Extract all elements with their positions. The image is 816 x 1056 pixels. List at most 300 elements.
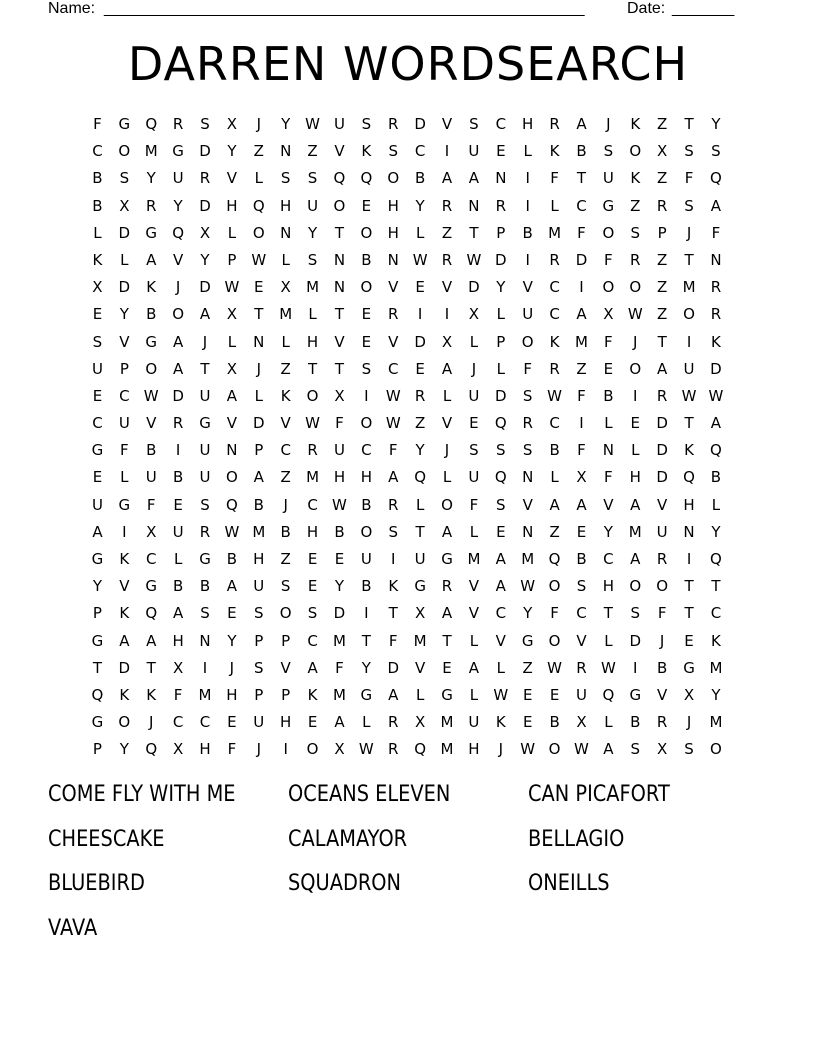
grid-cell: V: [146, 414, 157, 433]
grid-cell: T: [684, 604, 694, 623]
grid-cell: S: [711, 142, 721, 161]
grid-cell: D: [118, 658, 131, 677]
grid-cell: A: [495, 550, 506, 568]
grid-cell: U: [468, 142, 480, 161]
grid-cell: H: [306, 332, 319, 351]
grid-cell: H: [683, 495, 695, 514]
grid-cell: Y: [496, 278, 506, 297]
grid-cell: E: [92, 305, 103, 324]
grid-cell: R: [495, 196, 507, 215]
grid-cell: L: [550, 468, 559, 487]
grid-cell: U: [414, 550, 426, 568]
grid-cell: R: [549, 115, 560, 133]
grid-cell: C: [361, 441, 372, 460]
grid-cell: P: [281, 685, 291, 704]
grid-cell: H: [172, 631, 184, 650]
grid-cell: F: [604, 332, 613, 351]
grid-cell: S: [684, 142, 694, 161]
date-blank-line[interactable]: _______: [672, 0, 735, 17]
grid-cell: H: [280, 196, 292, 215]
grid-cell: O: [360, 223, 373, 242]
grid-cell: O: [656, 577, 669, 596]
grid-cell: B: [549, 713, 560, 732]
grid-cell: X: [414, 713, 426, 732]
grid-cell: O: [306, 386, 319, 405]
grid-cell: G: [145, 332, 158, 351]
grid-cell: Q: [494, 468, 507, 487]
grid-cell: N: [199, 631, 211, 650]
grid-cell: S: [307, 169, 318, 188]
grid-cell: B: [226, 550, 238, 568]
grid-cell: W: [547, 386, 562, 405]
grid-cell: S: [280, 169, 291, 188]
grid-cell: S: [361, 115, 372, 133]
grid-row: [84, 682, 729, 709]
grid-cell: U: [118, 414, 130, 433]
grid-cell: Y: [92, 577, 103, 596]
grid-cell: N: [333, 250, 346, 269]
grid-cell: B: [549, 441, 560, 460]
grid-cell: V: [522, 278, 533, 297]
grid-cell: G: [602, 196, 615, 215]
grid-cell: B: [657, 658, 668, 677]
grid-cell: E: [361, 332, 372, 351]
grid-cell: R: [388, 713, 399, 732]
grid-cell: V: [280, 658, 291, 677]
grid-cell: J: [444, 441, 450, 460]
grid-cell: W: [547, 658, 562, 677]
grid-cell: Y: [281, 115, 291, 133]
grid-cell: T: [684, 115, 694, 133]
grid-cell: A: [441, 522, 453, 541]
grid-cell: P: [254, 685, 264, 704]
grid-cell: O: [521, 332, 534, 351]
grid-cell: U: [468, 386, 480, 405]
grid-cell: Q: [145, 115, 158, 133]
grid-cell: Q: [710, 169, 722, 188]
grid-cell: I: [525, 169, 530, 188]
grid-cell: X: [172, 740, 184, 759]
grid-cell: E: [415, 359, 425, 378]
grid-cell: V: [495, 631, 506, 650]
grid-cell: C: [307, 631, 318, 650]
grid-cell: D: [656, 468, 668, 487]
grid-cell: M: [709, 658, 723, 677]
grid-cell: G: [199, 550, 211, 568]
grid-cell: M: [198, 685, 212, 704]
grid-cell: E: [227, 604, 237, 623]
grid-cell: X: [576, 468, 587, 487]
grid-cell: D: [199, 278, 211, 297]
grid-cell: R: [172, 414, 184, 433]
grid-cell: R: [388, 495, 399, 514]
grid-cell: S: [200, 604, 210, 623]
grid-cell: P: [254, 441, 264, 460]
grid-cell: O: [602, 223, 615, 242]
grid-cell: Z: [576, 359, 587, 378]
grid-cell: J: [659, 631, 665, 650]
grid-cell: B: [253, 495, 264, 514]
grid-row: [84, 546, 729, 573]
grid-cell: A: [657, 359, 668, 378]
grid-cell: W: [224, 278, 240, 297]
grid-cell: G: [172, 142, 184, 161]
grid-cell: B: [361, 250, 372, 269]
grid-cell: O: [441, 495, 453, 514]
grid-cell: A: [576, 495, 587, 514]
grid-cell: T: [334, 305, 345, 324]
word-list-item: CAN PICAFORT: [528, 782, 670, 807]
grid-cell: L: [496, 359, 505, 378]
grid-cell: L: [496, 658, 505, 677]
grid-cell: Y: [146, 169, 156, 188]
grid-cell: C: [92, 142, 103, 161]
grid-cell: B: [146, 305, 157, 324]
grid-cell: U: [253, 713, 265, 732]
grid-row: [84, 301, 729, 328]
grid-row: [84, 111, 729, 138]
grid-cell: N: [280, 142, 292, 161]
grid-cell: T: [684, 577, 694, 596]
grid-cell: L: [469, 685, 479, 704]
grid-cell: E: [576, 522, 587, 541]
grid-cell: W: [305, 414, 320, 433]
grid-cell: D: [199, 142, 211, 161]
grid-cell: O: [548, 577, 561, 596]
grid-cell: F: [577, 223, 586, 242]
grid-cell: R: [307, 441, 318, 460]
grid-cell: B: [576, 142, 587, 161]
grid-cell: K: [711, 631, 721, 650]
grid-cell: S: [254, 604, 264, 623]
grid-cell: K: [92, 250, 103, 269]
grid-cell: F: [604, 250, 613, 269]
grid-cell: K: [388, 577, 399, 596]
name-blank-line[interactable]: ______________________________________________________: [104, 0, 585, 17]
grid-cell: L: [496, 305, 505, 324]
grid-cell: S: [200, 495, 210, 514]
grid-cell: B: [92, 169, 103, 188]
grid-cell: Y: [173, 196, 183, 215]
grid-cell: T: [361, 631, 371, 650]
grid-cell: W: [493, 685, 509, 704]
grid-cell: S: [522, 386, 533, 405]
grid-cell: J: [686, 223, 692, 242]
grid-cell: Z: [414, 414, 426, 433]
grid-cell: I: [417, 305, 423, 324]
grid-cell: R: [388, 115, 399, 133]
grid-cell: C: [199, 713, 211, 732]
grid-cell: F: [711, 223, 721, 242]
grid-cell: V: [441, 414, 453, 433]
grid-cell: Z: [307, 142, 318, 161]
grid-cell: H: [306, 522, 319, 541]
word-list-row: [48, 912, 768, 957]
grid-cell: V: [415, 658, 426, 677]
grid-cell: K: [361, 142, 372, 161]
grid-cell: A: [119, 631, 130, 650]
grid-cell: P: [119, 359, 129, 378]
grid-cell: S: [361, 359, 372, 378]
grid-cell: C: [92, 414, 103, 433]
grid-cell: G: [91, 550, 104, 568]
grid-cell: Z: [280, 468, 291, 487]
grid-cell: I: [175, 441, 181, 460]
grid-cell: U: [468, 713, 480, 732]
grid-cell: W: [332, 495, 347, 514]
grid-cell: S: [496, 441, 506, 460]
grid-cell: Z: [522, 658, 533, 677]
grid-cell: M: [628, 522, 642, 541]
grid-cell: A: [226, 577, 238, 596]
grid-cell: A: [388, 468, 399, 487]
grid-cell: C: [145, 550, 157, 568]
grid-cell: Q: [145, 740, 158, 759]
name-label: Name:: [48, 0, 96, 17]
grid-cell: H: [387, 196, 399, 215]
grid-cell: W: [708, 386, 724, 405]
grid-cell: M: [306, 468, 320, 487]
grid-cell: W: [358, 740, 374, 759]
grid-cell: N: [495, 169, 507, 188]
word-list-row: [48, 867, 768, 912]
grid-row: [84, 410, 729, 437]
grid-cell: V: [172, 250, 184, 269]
grid-cell: J: [202, 332, 208, 351]
grid-cell: O: [360, 522, 373, 541]
grid-cell: E: [334, 550, 345, 568]
grid-cell: A: [172, 359, 184, 378]
grid-row: [84, 492, 729, 519]
grid-cell: B: [361, 495, 372, 514]
grid-cell: D: [629, 631, 642, 650]
grid-cell: O: [306, 740, 319, 759]
grid-cell: S: [388, 522, 398, 541]
grid-cell: S: [576, 577, 587, 596]
grid-cell: H: [199, 740, 211, 759]
grid-cell: F: [388, 441, 398, 460]
grid-cell: H: [226, 196, 238, 215]
grid-cell: P: [657, 223, 667, 242]
grid-cell: D: [710, 359, 722, 378]
grid-cell: F: [173, 685, 183, 704]
grid-cell: S: [280, 577, 291, 596]
grid-cell: O: [360, 278, 373, 297]
word-list-item: OCEANS ELEVEN: [288, 782, 451, 807]
grid-cell: U: [253, 577, 265, 596]
grid-cell: E: [92, 468, 103, 487]
grid-cell: J: [471, 359, 477, 378]
grid-cell: S: [469, 115, 479, 133]
grid-cell: M: [252, 522, 266, 541]
grid-cell: S: [307, 604, 318, 623]
grid-cell: Q: [91, 685, 104, 704]
grid-cell: G: [91, 631, 104, 650]
grid-cell: P: [227, 250, 237, 269]
grid-cell: Z: [549, 522, 560, 541]
grid-cell: F: [93, 115, 102, 133]
grid-cell: K: [119, 685, 130, 704]
grid-cell: O: [629, 278, 642, 297]
grid-cell: E: [307, 713, 318, 732]
grid-cell: A: [253, 468, 264, 487]
grid-cell: D: [656, 414, 668, 433]
grid-cell: B: [576, 550, 587, 568]
grid-cell: A: [172, 604, 184, 623]
grid-cell: G: [441, 550, 453, 568]
grid-cell: A: [146, 250, 157, 269]
grid-cell: G: [199, 414, 211, 433]
grid-cell: Y: [523, 604, 533, 623]
grid-cell: Q: [172, 223, 185, 242]
grid-row: [84, 709, 729, 736]
grid-cell: K: [119, 604, 130, 623]
grid-cell: E: [227, 713, 237, 732]
grid-cell: M: [440, 713, 454, 732]
grid-cell: O: [360, 414, 373, 433]
grid-cell: L: [550, 196, 559, 215]
grid-cell: P: [281, 631, 291, 650]
grid-cell: F: [684, 169, 694, 188]
grid-cell: J: [256, 740, 261, 759]
grid-cell: C: [549, 414, 560, 433]
grid-cell: E: [361, 305, 372, 324]
grid-cell: W: [574, 740, 589, 759]
grid-cell: L: [469, 522, 479, 541]
grid-cell: C: [414, 142, 426, 161]
grid-cell: T: [92, 658, 103, 677]
grid-cell: E: [415, 278, 425, 297]
grid-cell: G: [145, 223, 158, 242]
grid-cell: A: [603, 740, 614, 759]
grid-cell: B: [710, 468, 722, 487]
grid-cell: Y: [361, 658, 371, 677]
grid-cell: Q: [252, 196, 265, 215]
grid-cell: F: [657, 604, 667, 623]
grid-cell: G: [629, 685, 642, 704]
grid-cell: M: [332, 631, 346, 650]
grid-cell: A: [334, 713, 345, 732]
grid-cell: H: [280, 713, 292, 732]
grid-row: [84, 383, 729, 410]
word-list-item: VAVA: [48, 916, 98, 942]
grid-cell: A: [710, 414, 722, 433]
grid-cell: K: [549, 332, 560, 351]
grid-cell: F: [550, 169, 559, 188]
grid-cell: M: [548, 223, 562, 242]
grid-row: [84, 165, 729, 192]
grid-cell: G: [441, 685, 453, 704]
grid-cell: K: [684, 441, 694, 460]
grid-cell: J: [606, 115, 611, 133]
grid-cell: C: [172, 713, 184, 732]
grid-cell: H: [253, 550, 265, 568]
grid-cell: M: [709, 713, 723, 732]
grid-cell: V: [576, 631, 587, 650]
grid-cell: L: [173, 550, 183, 568]
grid-cell: A: [92, 522, 103, 541]
grid-cell: K: [549, 142, 560, 161]
grid-cell: R: [630, 250, 641, 269]
grid-cell: S: [254, 658, 264, 677]
grid-cell: V: [468, 604, 480, 623]
grid-cell: C: [603, 550, 614, 568]
grid-cell: X: [657, 142, 668, 161]
grid-cell: Z: [657, 305, 668, 324]
grid-cell: F: [146, 495, 156, 514]
grid-cell: A: [146, 631, 157, 650]
grid-cell: S: [200, 115, 210, 133]
grid-cell: C: [576, 196, 587, 215]
grid-cell: W: [681, 386, 697, 405]
grid-cell: Q: [710, 550, 722, 568]
grid-row: [84, 464, 729, 491]
grid-cell: Q: [360, 169, 373, 188]
grid-cell: Q: [414, 468, 427, 487]
grid-cell: C: [388, 359, 399, 378]
date-label: Date:: [627, 0, 666, 17]
grid-cell: D: [172, 386, 184, 405]
grid-cell: L: [631, 441, 640, 460]
grid-cell: Q: [548, 550, 561, 568]
grid-cell: L: [254, 386, 263, 405]
grid-cell: K: [146, 685, 157, 704]
grid-cell: S: [630, 740, 641, 759]
grid-cell: I: [686, 550, 692, 568]
grid-cell: F: [577, 441, 586, 460]
grid-cell: S: [307, 250, 318, 269]
grid-cell: A: [549, 495, 560, 514]
grid-row: [84, 736, 729, 763]
grid-cell: A: [468, 169, 480, 188]
grid-cell: I: [391, 550, 396, 568]
grid-cell: U: [91, 359, 103, 378]
grid-cell: S: [603, 142, 614, 161]
grid-cell: S: [469, 441, 479, 460]
grid-cell: N: [602, 441, 614, 460]
word-list-item: ONEILLS: [528, 871, 610, 897]
grid-cell: J: [175, 278, 181, 297]
grid-cell: E: [549, 685, 560, 704]
grid-cell: Q: [414, 740, 427, 759]
grid-cell: J: [686, 713, 692, 732]
grid-cell: U: [91, 495, 103, 514]
grid-row: [84, 628, 729, 655]
grid-cell: E: [173, 495, 183, 514]
grid-cell: Z: [657, 278, 668, 297]
grid-cell: E: [307, 550, 318, 568]
grid-cell: X: [414, 604, 426, 623]
grid-cell: O: [602, 278, 615, 297]
grid-cell: N: [683, 522, 695, 541]
grid-cell: R: [199, 522, 211, 541]
word-list-item: SQUADRON: [288, 871, 402, 897]
grid-row: [84, 655, 729, 682]
grid-cell: X: [603, 305, 614, 324]
grid-cell: L: [415, 495, 425, 514]
grid-cell: F: [577, 386, 586, 405]
grid-cell: T: [146, 658, 156, 677]
grid-cell: V: [657, 495, 668, 514]
grid-cell: L: [362, 713, 371, 732]
grid-cell: Y: [334, 577, 345, 596]
grid-cell: E: [92, 386, 103, 405]
grid-cell: C: [495, 604, 507, 623]
grid-cell: K: [711, 332, 721, 351]
grid-cell: A: [441, 169, 453, 188]
grid-cell: I: [633, 658, 638, 677]
grid-cell: S: [630, 223, 641, 242]
